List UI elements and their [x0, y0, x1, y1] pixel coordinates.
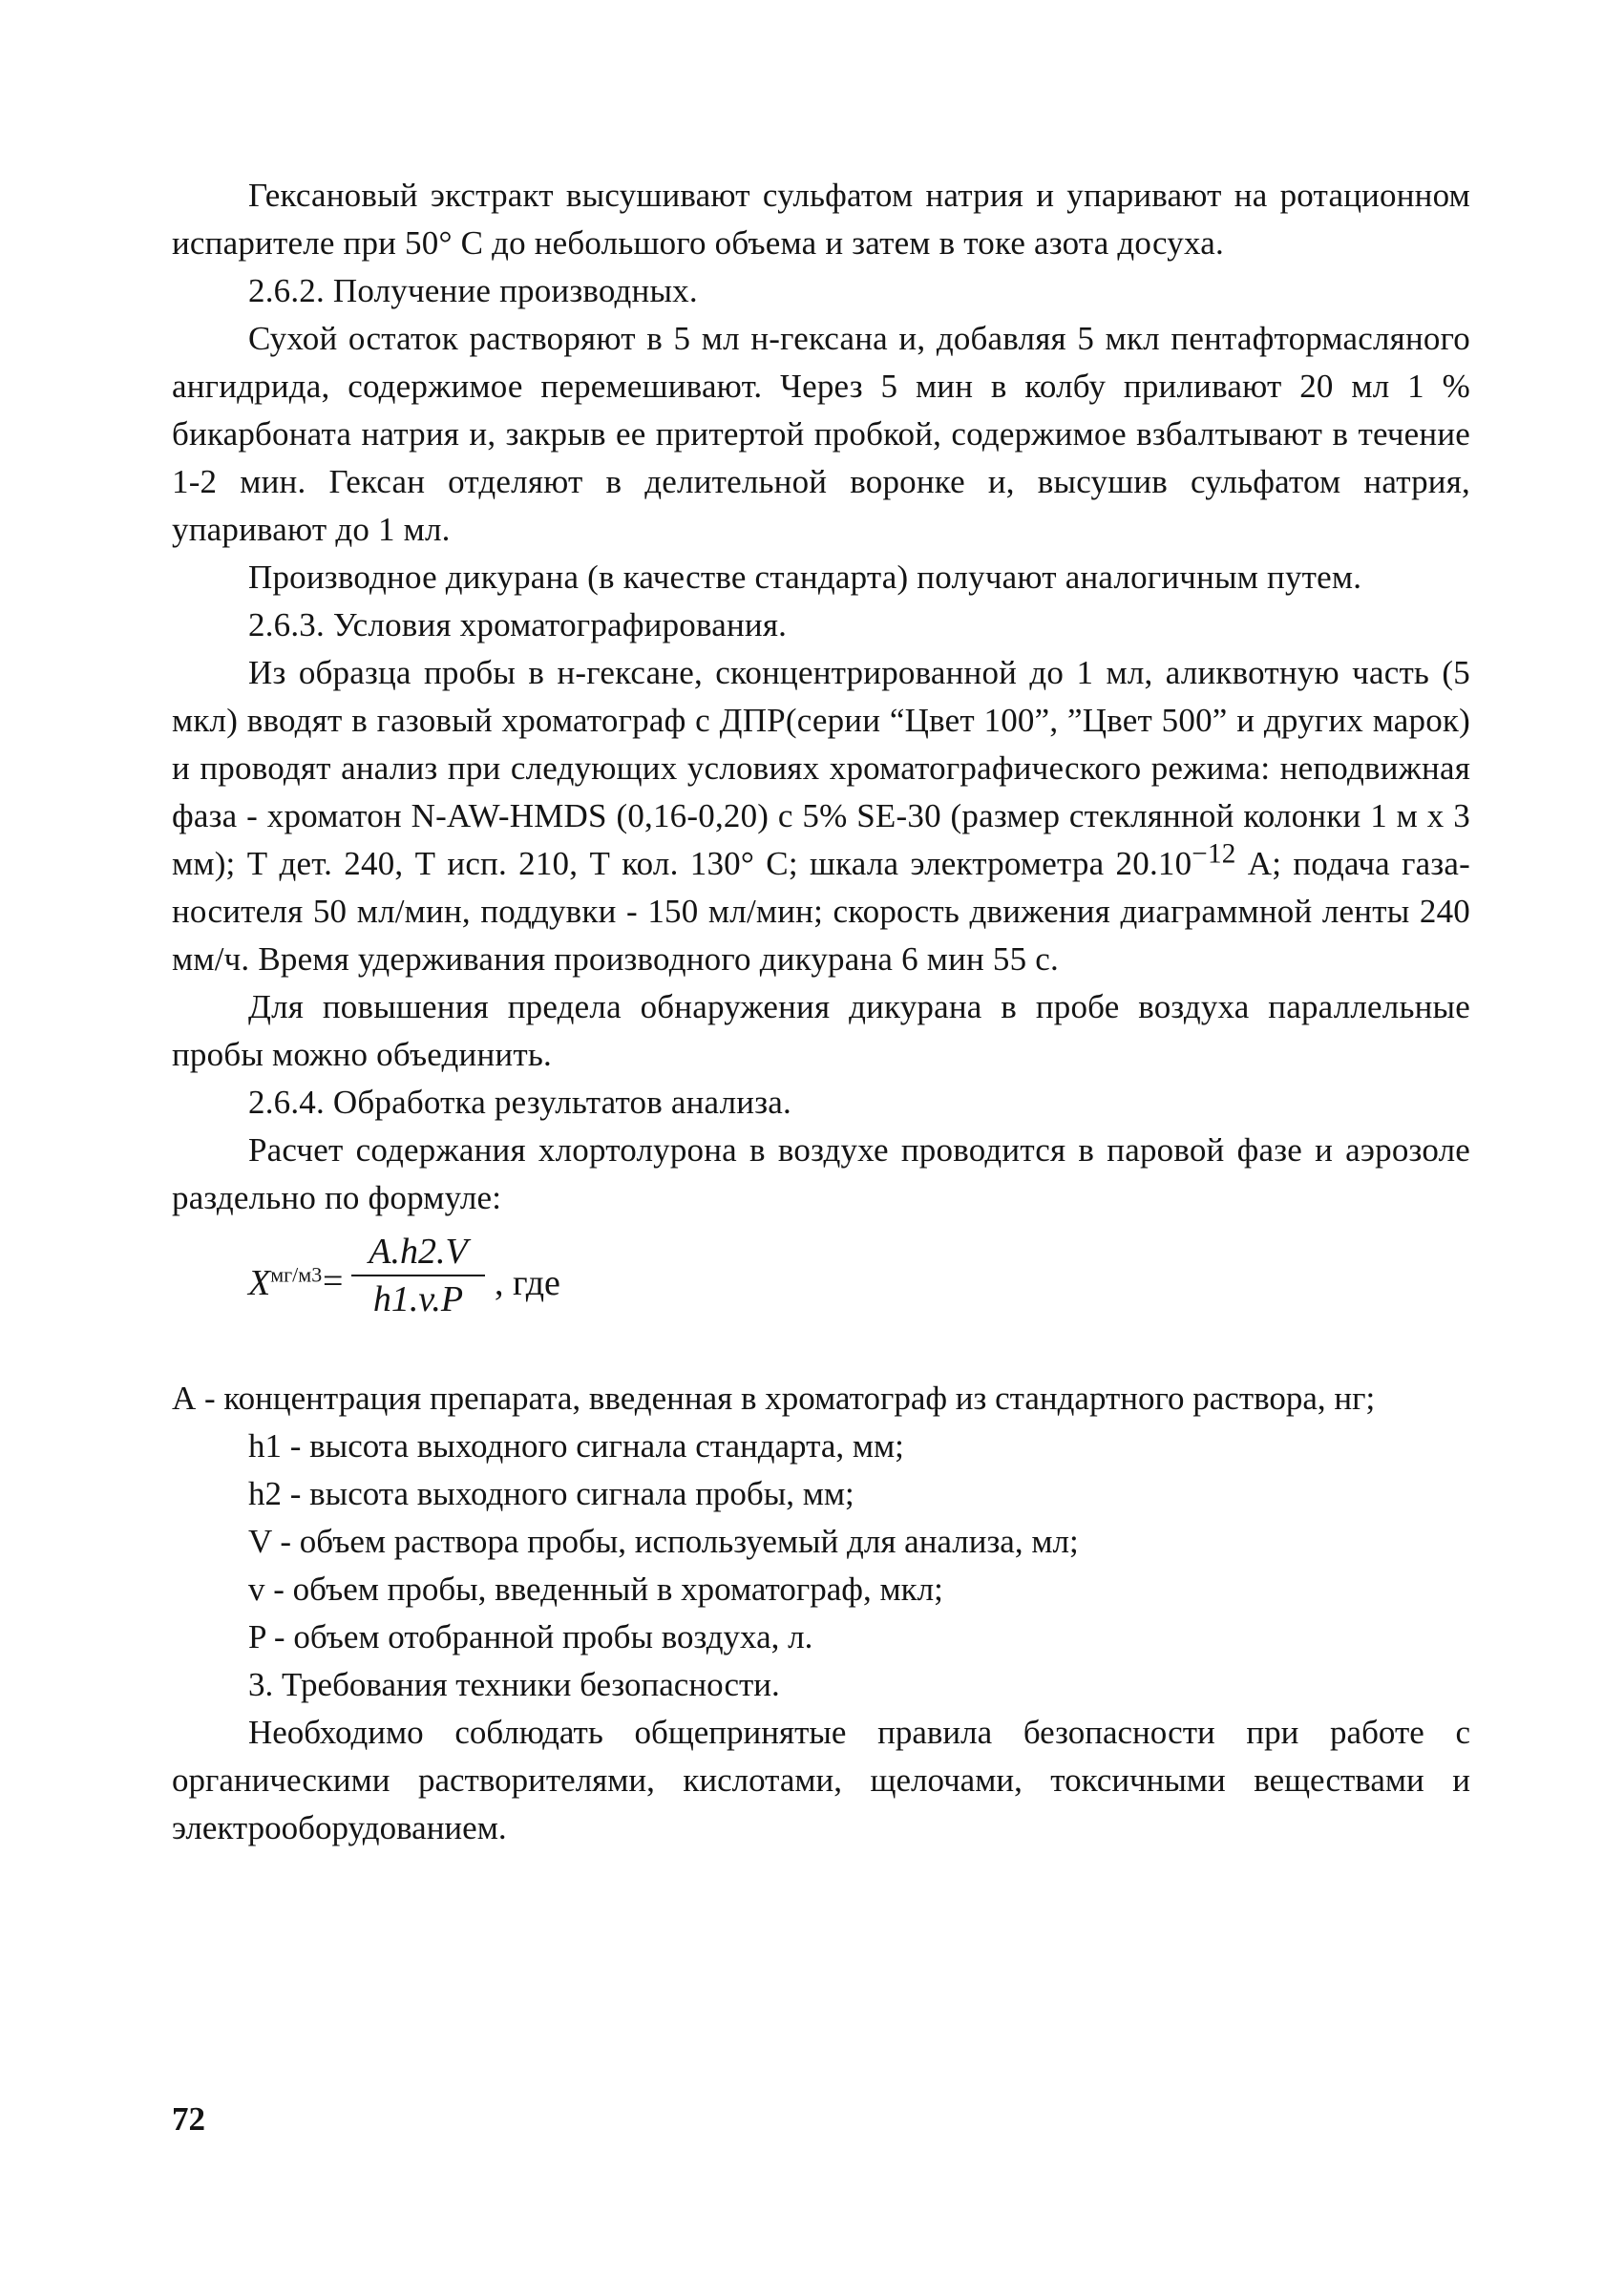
formula-numerator: A.h2.V	[369, 1232, 468, 1272]
definition-v: v - объем пробы, введенный в хроматограф, мкл;	[248, 1571, 943, 1608]
definition-h2: h2 - высота выходного сигнала пробы, мм;	[248, 1475, 854, 1512]
paragraph-standard-derivative: Производное дикурана (в качестве стандарта) получают аналогичным путем.	[248, 559, 1362, 596]
formula-lhs-units: мг/м3	[270, 1262, 323, 1287]
formula-lhs: $X^{мг/м3}$	[248, 1262, 323, 1303]
definition-P: P - объем отобранной пробы воздуха, л.	[248, 1618, 813, 1655]
section-heading-2-6-3: 2.6.3. Условия хроматографирования.	[248, 606, 788, 643]
paragraph-derivative-preparation: Сухой остаток растворяют в 5 мл н-гексана и, добавляя 5 мкл пентафтормасляного ангидрида, содержимое перемешивают. Через 5 мин в колбу приливают 20 мл 1 % бикарбоната натрия и, закрыв ее притертой пробкой, содержимое взбалтывают в течение 1-2 мин. Гексан отделяют в делительной воронке и, высушив сульфатом натрия, упаривают до 1 мл.	[172, 320, 1470, 548]
paragraph-chromatography-conditions	[172, 649, 1470, 983]
section-heading-2-6-2: 2.6.2. Получение производных.	[248, 272, 698, 309]
paragraph-calculation-intro: Расчет содержания хлортолурона в воздухе проводится в паровой фазе и аэрозоле раздельно по формуле:	[172, 1131, 1470, 1216]
paragraph-extract-drying: Гексановый экстракт высушивают сульфатом натрия и упаривают на ротационном испарителе при 50° С до небольшого объема и затем в токе азота досуха.	[172, 177, 1470, 262]
formula-where: , где	[495, 1263, 560, 1303]
paragraph-parallel-samples: Для повышения предела обнаружения дикурана в пробе воздуха параллельные пробы можно объединить.	[172, 988, 1470, 1073]
concentration-formula	[248, 1232, 821, 1337]
electrometer-exponent: −12	[1192, 838, 1236, 870]
definition-V: V - объем раствора пробы, используемый для анализа, мл;	[248, 1523, 1079, 1560]
fraction-bar	[351, 1275, 485, 1276]
conditions-text-part2: А; подача газа-носителя 50 мл/мин, поддувки - 150 мл/мин; скорость движения диаграммной ленты 240 мм/ч. Время удерживания производного дикурана 6 мин 55 с.	[172, 845, 1470, 978]
definition-h1: h1 - высота выходного сигнала стандарта, мм;	[248, 1427, 904, 1465]
section-heading-2-6-4: 2.6.4. Обработка результатов анализа.	[248, 1084, 791, 1121]
formula-equals: =	[323, 1261, 344, 1301]
definition-A: А - концентрация препарата, введенная в хроматограф из стандартного раствора, нг;	[172, 1380, 1376, 1417]
body-text-top	[172, 172, 1470, 1222]
formula-fraction	[351, 1232, 485, 1319]
paragraph-safety-requirements: Необходимо соблюдать общепринятые правила безопасности при работе с органическими растворителями, кислотами, щелочами, токсичными веществами и электрооборудованием.	[172, 1714, 1470, 1846]
page-number: 72	[172, 2100, 205, 2138]
formula-denominator: h1.v.P	[372, 1279, 464, 1319]
formula-definitions	[172, 1375, 1470, 1852]
conditions-text-part1: Из образца пробы в н-гексане, сконцентрированной до 1 мл, аликвотную часть (5 мкл) вводят в газовый хроматограф с ДПР(серии “Цвет 100”, ”Цвет 500” и других марок) и проводят анализ при следующих условиях хроматографического режима: неподвижная фаза - хроматон N-AW-HMDS (0,16-0,20) с 5% SE-30 (размер стеклянной колонки 1 м х 3 мм); Т дет. 240, Т исп. 210, Т кол. 130° С; шкала электрометра 20.10	[172, 654, 1470, 882]
section-heading-3-safety: 3. Требования техники безопасности.	[248, 1666, 780, 1703]
